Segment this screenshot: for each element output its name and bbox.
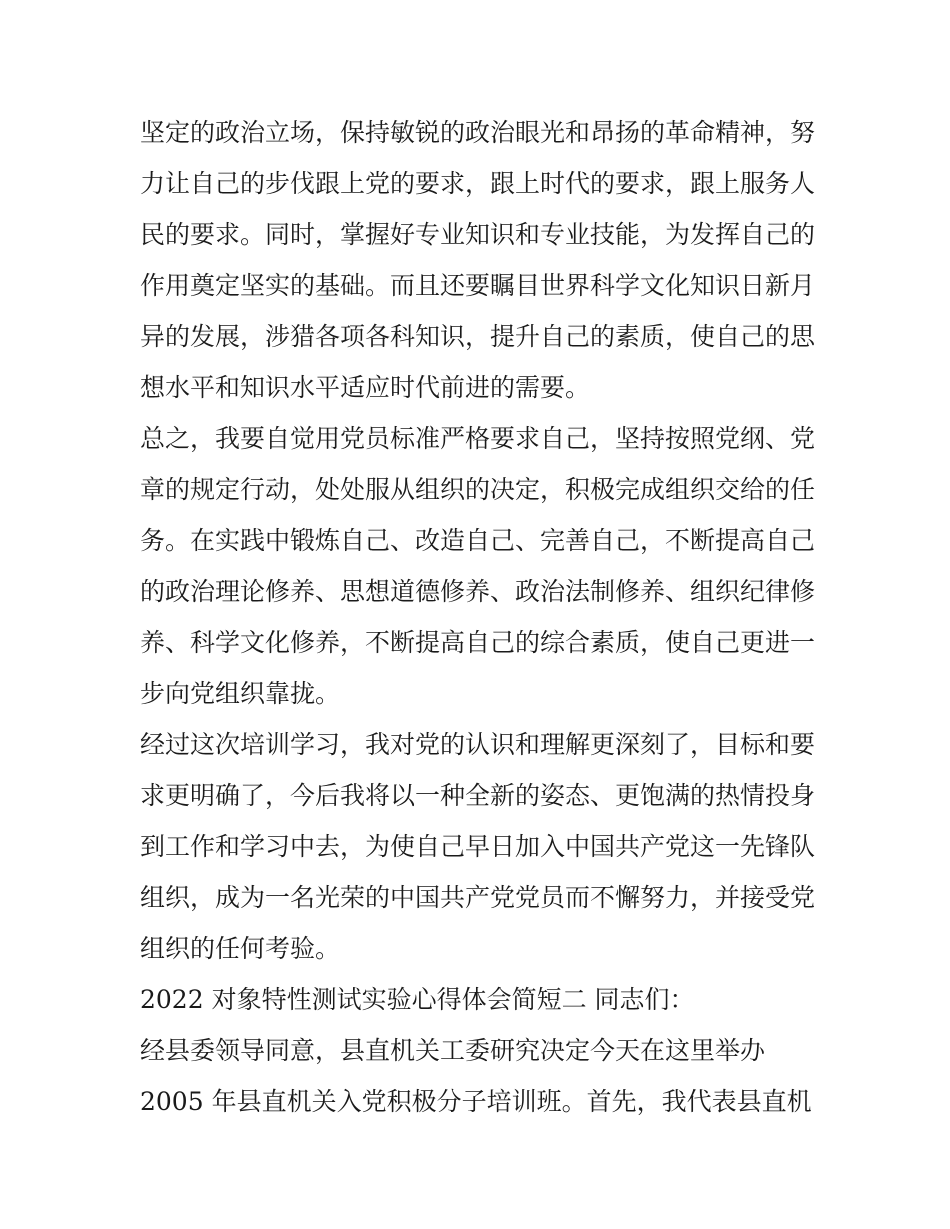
text-line: 异的发展，涉猎各项各科知识，提升自己的素质，使自己的思 — [140, 322, 816, 351]
text-line: 2005 年县直机关入党积极分子培训班。首先，我代表县直机 — [140, 1087, 812, 1116]
text-line: 总之，我要自觉用党员标准严格要求自己，坚持按照党纲、党 — [140, 424, 816, 453]
text-line: 经县委领导同意，县直机关工委研究决定今天在这里举办 — [140, 1036, 766, 1065]
text-line: 务。在实践中锻炼自己、改造自己、完善自己，不断提高自己 — [140, 526, 816, 555]
text-line: 组织的任何考验。 — [140, 934, 341, 963]
text-line: 的政治理论修养、思想道德修养、政治法制修养、组织纪律修 — [140, 577, 816, 606]
text-line: 到工作和学习中去，为使自己早日加入中国共产党这一先锋队 — [140, 832, 816, 861]
text-line: 坚定的政治立场，保持敏锐的政治眼光和昂扬的革命精神，努 — [140, 118, 816, 147]
text-line: 想水平和知识水平适应时代前进的需要。 — [140, 373, 591, 402]
text-line: 经过这次培训学习，我对党的认识和理解更深刻了，目标和要 — [140, 730, 816, 759]
text-line: 2022 对象特性测试实验心得体会简短二 同志们： — [140, 985, 695, 1014]
text-line: 步向党组织靠拢。 — [140, 679, 341, 708]
text-line: 章的规定行动，处处服从组织的决定，积极完成组织交给的任 — [140, 475, 816, 504]
text-line: 力让自己的步伐跟上党的要求，跟上时代的要求，跟上服务人 — [140, 169, 816, 198]
document-body — [140, 107, 820, 1127]
text-line: 组织，成为一名光荣的中国共产党党员而不懈努力，并接受党 — [140, 883, 816, 912]
text-line: 作用奠定坚实的基础。而且还要瞩目世界科学文化知识日新月 — [140, 271, 816, 300]
text-line: 民的要求。同时，掌握好专业知识和专业技能，为发挥自己的 — [140, 220, 816, 249]
text-line: 养、科学文化修养，不断提高自己的综合素质，使自己更进一 — [140, 628, 816, 657]
text-line: 求更明确了，今后我将以一种全新的姿态、更饱满的热情投身 — [140, 781, 816, 810]
